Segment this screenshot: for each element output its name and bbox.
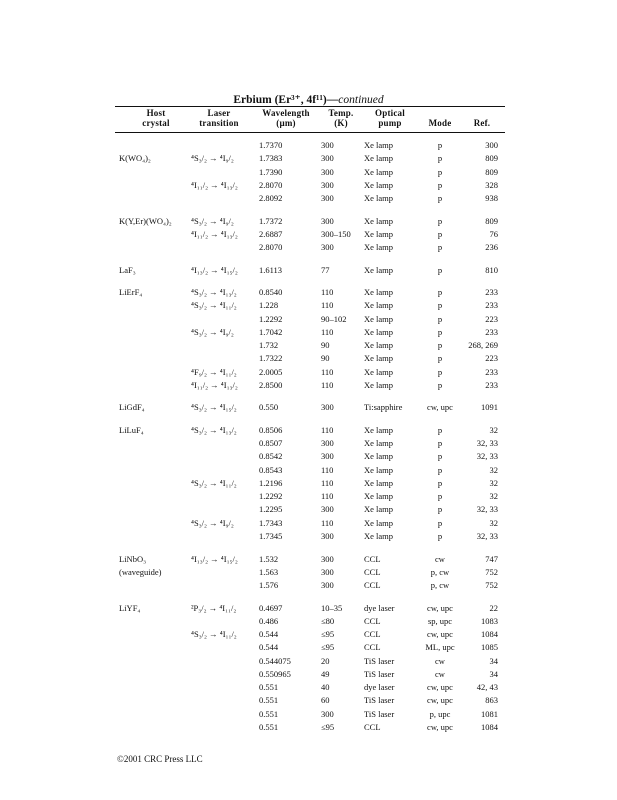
table-row xyxy=(0,477,617,490)
reference-cell: 233 xyxy=(485,300,498,311)
mode-cell: p xyxy=(437,438,443,449)
reference-cell: 32 xyxy=(489,424,498,435)
table-row xyxy=(0,655,617,668)
temperature-cell: 300 xyxy=(321,566,334,577)
wavelength-cell: 1.532 xyxy=(259,553,279,564)
temperature-cell: 300 xyxy=(321,193,334,203)
reference-cell: 42, 43 xyxy=(476,682,498,693)
reference-cell: 233 xyxy=(485,366,498,377)
host-crystal-cell: LiYF₄ xyxy=(119,602,141,613)
mode-cell: p xyxy=(437,140,443,150)
temperature-cell: 300 xyxy=(321,215,334,226)
reference-cell: 752 xyxy=(485,566,498,577)
table-row xyxy=(0,192,617,205)
crystal-group xyxy=(0,602,617,735)
mode-cell: p xyxy=(437,313,443,324)
wavelength-cell: 1.7390 xyxy=(259,166,283,177)
optical-pump-cell: CCL xyxy=(364,629,381,640)
table-row xyxy=(0,228,617,241)
temperature-cell: 300 xyxy=(321,140,334,150)
wavelength-cell: 1.576 xyxy=(259,580,279,591)
reference-cell: 22 xyxy=(489,602,498,613)
temperature-cell: ≤95 xyxy=(321,629,335,640)
temperature-cell: 300 xyxy=(321,166,334,177)
optical-pump-cell: TiS laser xyxy=(364,695,395,706)
optical-pump-cell: dye laser xyxy=(364,602,395,613)
mode-cell: p xyxy=(437,340,443,351)
temperature-cell: 110 xyxy=(321,424,334,435)
crystal-group xyxy=(0,401,617,414)
temperature-cell: 10–35 xyxy=(321,602,343,613)
table-row xyxy=(0,668,617,681)
temperature-cell: 110 xyxy=(321,366,334,377)
mode-cell: p xyxy=(437,166,443,177)
table-row xyxy=(0,530,617,543)
optical-pump-cell: Xe lamp xyxy=(364,193,394,203)
optical-pump-cell: Xe lamp xyxy=(364,477,394,488)
reference-cell: 32 xyxy=(489,491,498,502)
table-row xyxy=(0,264,617,277)
optical-pump-cell: Xe lamp xyxy=(364,451,394,462)
reference-cell: 34 xyxy=(489,655,498,666)
reference-cell: 236 xyxy=(485,242,498,253)
laser-transition-cell: ⁴I₁₁/₂ → ⁴I₁₃/₂ xyxy=(191,179,238,190)
temperature-cell: 110 xyxy=(321,491,334,502)
crystal-group xyxy=(0,139,617,205)
crystal-group xyxy=(0,286,617,392)
wavelength-cell: 0.8507 xyxy=(259,438,283,449)
reference-cell: 1091 xyxy=(481,402,498,413)
mode-cell: p xyxy=(437,215,443,226)
mode-cell: p xyxy=(437,326,443,337)
mode-cell: ML, upc xyxy=(425,642,455,653)
laser-transition-cell: ⁴F₉/₂ → ⁴I₁₁/₂ xyxy=(191,366,237,377)
mode-cell: p xyxy=(437,300,443,311)
laser-transition-cell: ⁴S₃/₂ → ⁴I₉/₂ xyxy=(191,215,234,226)
reference-cell: 1083 xyxy=(481,615,498,626)
wavelength-cell: 0.551 xyxy=(259,695,279,706)
temperature-cell: 300 xyxy=(321,438,334,449)
optical-pump-cell: Xe lamp xyxy=(364,424,394,435)
temperature-cell: 90 xyxy=(321,340,330,351)
temperature-cell: 110 xyxy=(321,379,334,390)
optical-pump-cell: Xe lamp xyxy=(364,179,394,190)
wavelength-cell: 1.2292 xyxy=(259,491,283,502)
temperature-cell: 300 xyxy=(321,580,334,591)
reference-cell: 223 xyxy=(485,353,498,364)
mode-cell: p xyxy=(437,287,443,298)
mode-cell: cw, upc xyxy=(427,682,453,693)
mode-cell: p xyxy=(437,353,443,364)
wavelength-cell: 2.0005 xyxy=(259,366,283,377)
optical-pump-cell: dye laser xyxy=(364,682,395,693)
optical-pump-cell: TiS laser xyxy=(364,655,395,666)
reference-cell: 1085 xyxy=(481,642,498,653)
table-row xyxy=(0,339,617,352)
wavelength-cell: 1.2196 xyxy=(259,477,283,488)
wavelength-cell: 1.7370 xyxy=(259,140,283,150)
host-crystal-cell: LiGdF₄ xyxy=(119,402,145,413)
reference-cell: 1084 xyxy=(481,721,498,732)
table-row xyxy=(0,299,617,312)
reference-cell: 223 xyxy=(485,313,498,324)
optical-pump-cell: Xe lamp xyxy=(364,379,394,390)
laser-transition-cell: ⁴S₃/₂ → ⁴I₁₁/₂ xyxy=(191,477,237,488)
temperature-cell: 110 xyxy=(321,517,334,528)
header-mode: Mode xyxy=(428,118,452,128)
optical-pump-cell: Ti:sapphire xyxy=(364,402,403,413)
wavelength-cell: 1.7372 xyxy=(259,215,283,226)
table-row xyxy=(0,379,617,392)
table-row xyxy=(0,450,617,463)
reference-cell: 863 xyxy=(485,695,498,706)
table-row xyxy=(0,424,617,437)
mode-cell: p xyxy=(437,264,443,275)
optical-pump-cell: TiS laser xyxy=(364,668,395,679)
reference-cell: 32, 33 xyxy=(476,451,498,462)
table-row xyxy=(0,241,617,254)
host-crystal-cell: LaF₃ xyxy=(119,264,136,275)
wavelength-cell: 2.8092 xyxy=(259,193,283,203)
wavelength-cell: 1.732 xyxy=(259,340,279,351)
table-row xyxy=(0,721,617,734)
optical-pump-cell: Xe lamp xyxy=(364,504,394,515)
wavelength-cell: 0.486 xyxy=(259,615,279,626)
reference-cell: 32, 33 xyxy=(476,504,498,515)
temperature-cell: 110 xyxy=(321,464,334,475)
temperature-cell: 300 xyxy=(321,530,334,541)
optical-pump-cell: TiS laser xyxy=(364,708,395,719)
host-crystal-cell: LiErF₄ xyxy=(119,287,143,298)
mode-cell: p xyxy=(437,153,443,164)
laser-transition-cell: ⁴I₁₃/₂ → ⁴I₁₅/₂ xyxy=(191,553,238,564)
optical-pump-cell: Xe lamp xyxy=(364,517,394,528)
mode-cell: cw xyxy=(435,655,445,666)
table-row xyxy=(0,152,617,165)
wavelength-cell: 0.551 xyxy=(259,721,279,732)
wavelength-cell: 2.6887 xyxy=(259,228,283,239)
reference-cell: 809 xyxy=(485,215,498,226)
table-row xyxy=(0,366,617,379)
mode-cell: p, upc xyxy=(429,708,451,719)
header-host: Host crystal xyxy=(142,108,170,128)
temperature-cell: 90–102 xyxy=(321,313,347,324)
wavelength-cell: 1.563 xyxy=(259,566,279,577)
mode-cell: p xyxy=(437,464,443,475)
mode-cell: p xyxy=(437,242,443,253)
mode-cell: p xyxy=(437,530,443,541)
table-row xyxy=(0,166,617,179)
reference-cell: 32 xyxy=(489,517,498,528)
table-row xyxy=(0,579,617,592)
wavelength-cell: 1.2295 xyxy=(259,504,283,515)
table-row xyxy=(0,602,617,615)
wavelength-cell: 0.4697 xyxy=(259,602,283,613)
wavelength-cell: 1.7345 xyxy=(259,530,283,541)
optical-pump-cell: CCL xyxy=(364,580,381,591)
reference-cell: 34 xyxy=(489,668,498,679)
wavelength-cell: 1.7383 xyxy=(259,153,283,164)
mode-cell: cw xyxy=(435,553,445,564)
copyright-footer: ©2001 CRC Press LLC xyxy=(117,754,203,764)
optical-pump-cell: Xe lamp xyxy=(364,313,394,324)
reference-cell: 328 xyxy=(485,179,498,190)
laser-transition-cell: ⁴S₃/₂ → ⁴I₁₅/₂ xyxy=(191,402,237,413)
temperature-cell: ≤95 xyxy=(321,721,335,732)
table-body xyxy=(0,139,617,743)
wavelength-cell: 1.228 xyxy=(259,300,279,311)
temperature-cell: 300 xyxy=(321,242,334,253)
optical-pump-cell: Xe lamp xyxy=(364,353,394,364)
wavelength-cell: 2.8070 xyxy=(259,242,283,253)
table-row xyxy=(0,615,617,628)
header-ref: Ref. xyxy=(473,118,491,128)
laser-transition-cell: ⁴I₁₁/₂ → ⁴I₁₃/₂ xyxy=(191,228,238,239)
temperature-cell: 110 xyxy=(321,477,334,488)
wavelength-cell: 0.544 xyxy=(259,642,279,653)
temperature-cell: 300 xyxy=(321,553,334,564)
wavelength-cell: 1.7343 xyxy=(259,517,283,528)
laser-transition-cell: ⁴S₃/₂ → ⁴I₉/₂ xyxy=(191,517,234,528)
table-row xyxy=(0,503,617,516)
mode-cell: cw, upc xyxy=(427,695,453,706)
table-row xyxy=(0,437,617,450)
wavelength-cell: 0.8506 xyxy=(259,424,283,435)
table-row xyxy=(0,139,617,152)
table-row xyxy=(0,401,617,414)
optical-pump-cell: Xe lamp xyxy=(364,153,394,164)
reference-cell: 810 xyxy=(485,264,498,275)
mode-cell: p xyxy=(437,517,443,528)
wavelength-cell: 0.8542 xyxy=(259,451,283,462)
laser-transition-cell: ⁴S₃/₂ → ⁴I₁₁/₂ xyxy=(191,300,237,311)
table-row xyxy=(0,179,617,192)
optical-pump-cell: Xe lamp xyxy=(364,215,394,226)
temperature-cell: 40 xyxy=(321,682,330,693)
temperature-cell: 60 xyxy=(321,695,330,706)
temperature-cell: 110 xyxy=(321,287,334,298)
optical-pump-cell: CCL xyxy=(364,642,381,653)
crystal-group xyxy=(0,553,617,593)
reference-cell: 747 xyxy=(485,553,498,564)
reference-cell: 300 xyxy=(485,140,498,150)
mode-cell: cw, upc xyxy=(427,629,453,640)
optical-pump-cell: Xe lamp xyxy=(364,166,394,177)
optical-pump-cell: Xe lamp xyxy=(364,300,394,311)
table-row xyxy=(0,641,617,654)
temperature-cell: ≤80 xyxy=(321,615,335,626)
table-row xyxy=(0,286,617,299)
table-row xyxy=(0,464,617,477)
mode-cell: p xyxy=(437,504,443,515)
reference-cell: 233 xyxy=(485,326,498,337)
mode-cell: p, cw xyxy=(430,566,450,577)
wavelength-cell: 2.8070 xyxy=(259,179,283,190)
optical-pump-cell: Xe lamp xyxy=(364,464,394,475)
optical-pump-cell: CCL xyxy=(364,721,381,732)
temperature-cell: 300 xyxy=(321,504,334,515)
wavelength-cell: 1.7042 xyxy=(259,326,283,337)
mode-cell: p xyxy=(437,179,443,190)
optical-pump-cell: Xe lamp xyxy=(364,287,394,298)
header-temp: Temp. (K) xyxy=(328,108,354,128)
table-row xyxy=(0,352,617,365)
mode-cell: p xyxy=(437,193,443,203)
crystal-group xyxy=(0,215,617,255)
mode-cell: sp, upc xyxy=(427,615,453,626)
optical-pump-cell: Xe lamp xyxy=(364,366,394,377)
header-rule xyxy=(115,132,505,133)
host-crystal-cell: K(WO₄)₂ xyxy=(119,153,151,164)
wavelength-cell: 1.2292 xyxy=(259,313,283,324)
header-pump: Optical pump xyxy=(375,108,405,128)
optical-pump-cell: CCL xyxy=(364,553,381,564)
crystal-group xyxy=(0,424,617,543)
table-row xyxy=(0,313,617,326)
host-crystal-cell: (waveguide) xyxy=(119,566,162,577)
mode-cell: p xyxy=(437,424,443,435)
laser-transition-cell: ⁴S₃/₂ → ⁴I₉/₂ xyxy=(191,153,234,164)
reference-cell: 809 xyxy=(485,166,498,177)
temperature-cell: 300 xyxy=(321,708,334,719)
reference-cell: 233 xyxy=(485,287,498,298)
wavelength-cell: 0.544 xyxy=(259,629,279,640)
temperature-cell: 90 xyxy=(321,353,330,364)
reference-cell: 32, 33 xyxy=(476,438,498,449)
wavelength-cell: 1.7322 xyxy=(259,353,283,364)
wavelength-cell: 0.551 xyxy=(259,708,279,719)
table-row xyxy=(0,553,617,566)
mode-cell: p xyxy=(437,228,443,239)
laser-transition-cell: ⁴I₁₃/₂ → ⁴I₁₅/₂ xyxy=(191,264,238,275)
reference-cell: 938 xyxy=(485,193,498,203)
table-row xyxy=(0,326,617,339)
wavelength-cell: 0.544075 xyxy=(259,655,291,666)
laser-transition-cell: ⁴S₃/₂ → ⁴I₁₃/₂ xyxy=(191,287,237,298)
temperature-cell: ≤95 xyxy=(321,642,335,653)
laser-transition-cell: ⁴I₁₁/₂ → ⁴I₁₃/₂ xyxy=(191,379,238,390)
top-rule xyxy=(115,106,505,107)
temperature-cell: 77 xyxy=(321,264,330,275)
optical-pump-cell: Xe lamp xyxy=(364,491,394,502)
temperature-cell: 300 xyxy=(321,179,334,190)
reference-cell: 32 xyxy=(489,477,498,488)
mode-cell: cw, upc xyxy=(427,602,453,613)
mode-cell: p, cw xyxy=(430,580,450,591)
reference-cell: 268, 269 xyxy=(468,340,498,351)
reference-cell: 752 xyxy=(485,580,498,591)
mode-cell: p xyxy=(437,477,443,488)
optical-pump-cell: CCL xyxy=(364,615,381,626)
reference-cell: 32, 33 xyxy=(476,530,498,541)
table-row xyxy=(0,628,617,641)
optical-pump-cell: Xe lamp xyxy=(364,326,394,337)
temperature-cell: 20 xyxy=(321,655,330,666)
mode-cell: cw, upc xyxy=(427,721,453,732)
table-row xyxy=(0,566,617,579)
mode-cell: p xyxy=(437,491,443,502)
wavelength-cell: 0.550 xyxy=(259,402,279,413)
reference-cell: 32 xyxy=(489,464,498,475)
table-row xyxy=(0,694,617,707)
crystal-group xyxy=(0,264,617,277)
optical-pump-cell: Xe lamp xyxy=(364,242,394,253)
optical-pump-cell: Xe lamp xyxy=(364,264,394,275)
host-crystal-cell: LiNbO₃ xyxy=(119,553,147,564)
reference-cell: 1081 xyxy=(481,708,498,719)
reference-cell: 233 xyxy=(485,379,498,390)
laser-transition-cell: ²P₃/₂ → ⁴I₁₁/₂ xyxy=(191,602,237,613)
host-crystal-cell: LiLuF₄ xyxy=(119,424,144,435)
mode-cell: p xyxy=(437,379,443,390)
wavelength-cell: 0.551 xyxy=(259,682,279,693)
laser-transition-cell: ⁴S₃/₂ → ⁴I₁₃/₂ xyxy=(191,424,237,435)
header-wavelength: Wavelength (µm) xyxy=(262,108,310,128)
laser-transition-cell: ⁴S₃/₂ → ⁴I₉/₂ xyxy=(191,326,234,337)
table-row xyxy=(0,681,617,694)
table-row xyxy=(0,215,617,228)
mode-cell: cw, upc xyxy=(427,402,453,413)
table-row xyxy=(0,490,617,503)
temperature-cell: 300–150 xyxy=(321,228,351,239)
reference-cell: 1084 xyxy=(481,629,498,640)
optical-pump-cell: Xe lamp xyxy=(364,530,394,541)
wavelength-cell: 2.8500 xyxy=(259,379,283,390)
wavelength-cell: 0.550965 xyxy=(259,668,291,679)
mode-cell: p xyxy=(437,366,443,377)
wavelength-cell: 0.8540 xyxy=(259,287,283,298)
table-row xyxy=(0,708,617,721)
reference-cell: 76 xyxy=(489,228,498,239)
temperature-cell: 300 xyxy=(321,153,334,164)
optical-pump-cell: Xe lamp xyxy=(364,438,394,449)
table-title: Erbium (Er³⁺, 4f¹¹)—continued xyxy=(233,94,384,106)
mode-cell: p xyxy=(437,451,443,462)
optical-pump-cell: Xe lamp xyxy=(364,140,394,150)
optical-pump-cell: CCL xyxy=(364,566,381,577)
optical-pump-cell: Xe lamp xyxy=(364,228,394,239)
temperature-cell: 49 xyxy=(321,668,330,679)
header-laser: Laser transition xyxy=(199,108,239,128)
temperature-cell: 300 xyxy=(321,451,334,462)
host-crystal-cell: K(Y,Er)(WO₄)₂ xyxy=(119,215,172,226)
table-row xyxy=(0,517,617,530)
laser-transition-cell: ⁴S₃/₂ → ⁴I₁₁/₂ xyxy=(191,629,237,640)
mode-cell: cw xyxy=(435,668,445,679)
optical-pump-cell: Xe lamp xyxy=(364,340,394,351)
reference-cell: 809 xyxy=(485,153,498,164)
temperature-cell: 300 xyxy=(321,402,334,413)
wavelength-cell: 1.6113 xyxy=(259,264,283,275)
temperature-cell: 110 xyxy=(321,326,334,337)
temperature-cell: 110 xyxy=(321,300,334,311)
wavelength-cell: 0.8543 xyxy=(259,464,283,475)
